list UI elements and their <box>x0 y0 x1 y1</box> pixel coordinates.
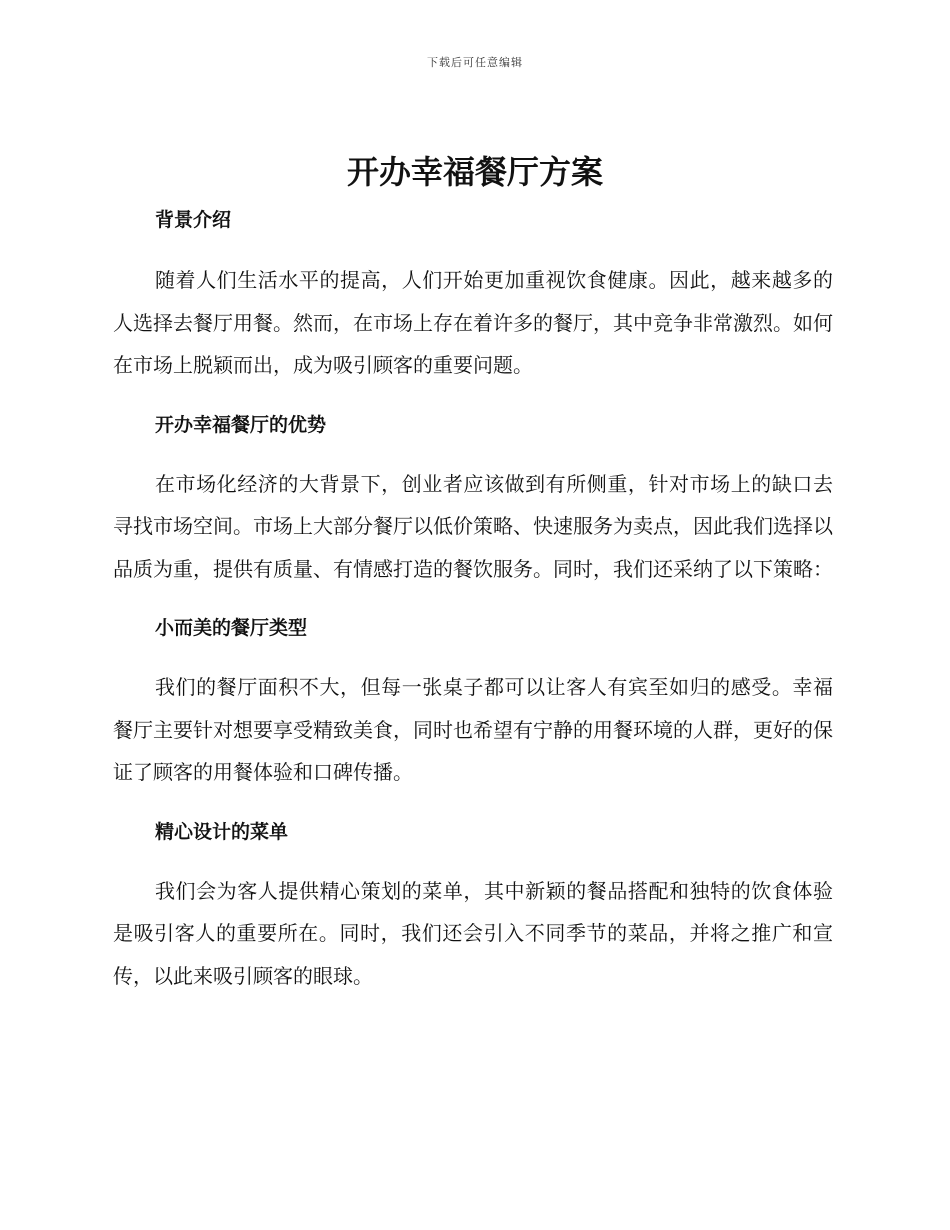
section-heading-menu: 精心设计的菜单 <box>155 820 289 843</box>
page-header-note: 下载后可任意编辑 <box>427 56 523 69</box>
section-heading-background: 背景介绍 <box>155 209 232 231</box>
section-paragraph-advantages: 在市场化经济的大背景下，创业者应该做到有所侧重，针对市场上的缺口去寻找市场空间。市场上大部分餐厅以低价策略、快速服务为卖点，因此我们选择以品质为重，提供有质量、有情感打造的餐饮服务。同时，我们还采纳了以下策略： <box>113 471 833 581</box>
document-title: 开办幸福餐厅方案 <box>346 153 603 191</box>
section-paragraph-restaurant-type: 我们的餐厅面积不大，但每一张桌子都可以让客人有宾至如归的感受。幸福餐厅主要针对想要享受精致美食，同时也希望有宁静的用餐环境的人群，更好的保证了顾客的用餐体验和口碑传播。 <box>113 675 833 784</box>
section-paragraph-background: 随着人们生活水平的提高，人们开始更加重视饮食健康。因此，越来越多的人选择去餐厅用餐。然而，在市场上存在着许多的餐厅，其中竞争非常激烈。如何在市场上脱颖而出，成为吸引顾客的重要问题。 <box>113 268 833 377</box>
section-heading-restaurant-type: 小而美的餐厅类型 <box>155 617 308 639</box>
document-body <box>113 200 833 997</box>
section-paragraph-menu: 我们会为客人提供精心策划的菜单，其中新颖的餐品搭配和独特的饮食体验是吸引客人的重要所在。同时，我们还会引入不同季节的菜品，并将之推广和宣传，以此来吸引顾客的眼球。 <box>113 878 833 988</box>
section-heading-advantages: 开办幸福餐厅的优势 <box>155 413 327 436</box>
